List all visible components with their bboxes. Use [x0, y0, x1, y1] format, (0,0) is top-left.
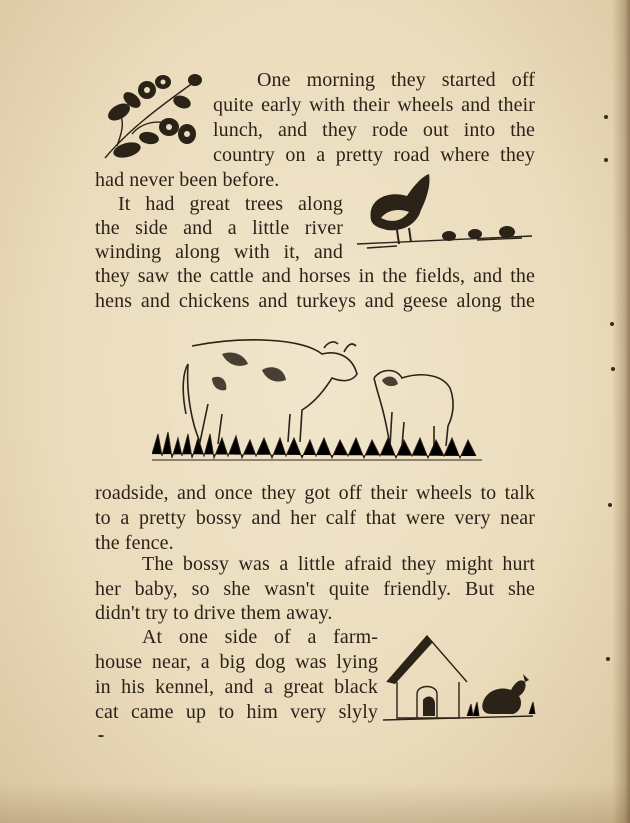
text-line: winding along with it, and: [95, 241, 343, 263]
text-line: the fence.: [95, 532, 174, 554]
text-line: country on a pretty road where they: [213, 144, 535, 166]
text-line: the side and a little river: [95, 217, 343, 239]
flower-branch-illustration: [97, 72, 207, 162]
text-line: The bossy was a little afraid they might hurt: [142, 553, 535, 575]
ink-speck: [604, 115, 608, 119]
cow-and-calf-illustration: [152, 334, 482, 470]
text-line: One morning they started off: [257, 69, 535, 91]
text-line: hens and chickens and turkeys and geese along the: [95, 290, 535, 312]
text-line: roadside, and once they got off their wheels to talk: [95, 482, 535, 504]
text-line: in his kennel, and a great black: [95, 676, 378, 698]
text-line: It had great trees along: [118, 193, 343, 215]
text-line: quite early with their wheels and their: [213, 94, 535, 116]
text-line: house near, a big dog was lying: [95, 651, 378, 673]
text-line: had never been before.: [95, 169, 280, 191]
text-line: lunch, and they rode out into the: [213, 119, 535, 141]
text-line: they saw the cattle and horses in the fields, and the: [95, 265, 535, 287]
hen-and-chicks-illustration: [357, 170, 537, 254]
text-line: her baby, so she wasn't quite friendly. But she: [95, 578, 535, 600]
text-line: At one side of a farm-: [142, 626, 378, 648]
dog-kennel-and-cat-illustration: [383, 630, 539, 724]
ink-speck: [98, 735, 104, 737]
ink-speck: [606, 657, 610, 661]
page-bottom-shadow: [0, 783, 630, 823]
text-line: to a pretty bossy and her calf that were very near: [95, 507, 535, 529]
text-line: cat came up to him very slyly: [95, 701, 378, 723]
ink-speck: [604, 158, 608, 162]
text-line: didn't try to drive them away.: [95, 602, 333, 624]
page-edge-shadow: [612, 0, 630, 823]
